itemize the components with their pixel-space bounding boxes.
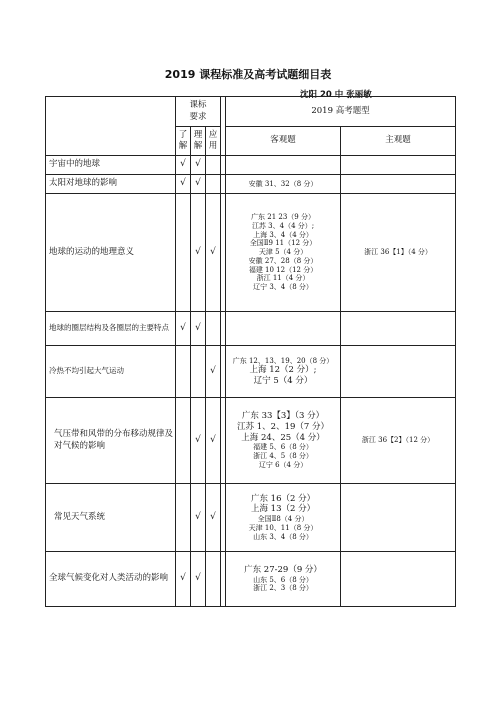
check-mark: √ bbox=[176, 156, 191, 175]
check-mark: √ bbox=[206, 346, 221, 398]
table-row bbox=[46, 398, 456, 484]
check-mark: √ bbox=[191, 312, 206, 346]
check-mark: √ bbox=[191, 175, 206, 194]
table-row bbox=[46, 312, 456, 346]
check-mark: √ bbox=[176, 312, 191, 346]
page-title: 2019 课程标准及高考试题细目表 bbox=[164, 68, 332, 81]
check-mark: √ bbox=[191, 156, 206, 175]
level-comprehend: 理解 bbox=[191, 127, 206, 156]
check-mark: √ bbox=[206, 484, 221, 552]
table-row bbox=[46, 484, 456, 552]
topic-cell: 地球的圈层结构及各圈层的主要特点 bbox=[46, 312, 176, 346]
subjective-cell: 浙江 36【1】（4 分） bbox=[341, 194, 456, 312]
objective-cell: 广东 21 23（9 分） 江苏 3、4（4 分）; 上海 3、4（4 分） 全国Ⅱ9 11（12 分） 天津 5（4 分） 安徽 27、28（8 分） 福建 10 12（12 分） 浙江 11（4 分） 辽宁 3、4（8 分） bbox=[226, 194, 341, 312]
table-row bbox=[46, 552, 456, 607]
check-mark: √ bbox=[191, 552, 206, 607]
check-mark: √ bbox=[191, 398, 206, 484]
curriculum-table bbox=[45, 96, 456, 607]
objective-cell: 广东 27-29（9 分） 山东 5、6（8 分） 浙江 2、3（8 分） bbox=[226, 552, 341, 607]
subjective-header: 主观题 bbox=[341, 127, 456, 156]
objective-cell: 广东 12、13、19、20（8 分） 上海 12（2 分）; 辽宁 5（4 分） bbox=[226, 346, 341, 398]
check-mark: √ bbox=[206, 398, 221, 484]
topic-header-cell bbox=[46, 97, 176, 156]
table-row bbox=[46, 346, 456, 398]
objective-cell: 广东 16（2 分） 上海 13（2 分） 全国Ⅱ8（4 分） 天津 10、11（8 分） 山东 3、4（8 分） bbox=[226, 484, 341, 552]
objective-cell: 安徽 31、32（8 分） bbox=[226, 175, 341, 194]
topic-cell: 地球的运动的地理意义 bbox=[46, 194, 176, 312]
check-mark: √ bbox=[191, 194, 206, 312]
check-mark: √ bbox=[176, 175, 191, 194]
subjective-cell: 浙江 36【2】（12 分） bbox=[341, 398, 456, 484]
topic-cell: 宇宙中的地球 bbox=[46, 156, 176, 175]
exam-header: 2019 高考题型 bbox=[226, 97, 456, 127]
objective-cell: 广东 33【3】（3 分） 江苏 1、2、19（7 分） 上海 24、25（4 分） 福建 5、6（8 分） 浙江 4、5（8 分） 辽宁 6（4 分） bbox=[226, 398, 341, 484]
topic-cell: 全球气候变化对人类活动的影响 bbox=[46, 552, 176, 607]
objective-header: 客观题 bbox=[226, 127, 341, 156]
topic-cell: 气压带和风带的分布移动规律及对气候的影响 bbox=[46, 398, 176, 484]
curriculum-header: 课标要求 bbox=[176, 97, 221, 127]
table-row bbox=[46, 156, 456, 175]
check-mark: √ bbox=[191, 484, 206, 552]
check-mark: √ bbox=[176, 552, 191, 607]
topic-cell: 太阳对地球的影响 bbox=[46, 175, 176, 194]
level-apply: 应用 bbox=[206, 127, 221, 156]
author-line: 沈阳 20 中 张丽敏 bbox=[300, 90, 372, 100]
table-row bbox=[46, 194, 456, 312]
level-understand: 了解 bbox=[176, 127, 191, 156]
topic-cell: 常见天气系统 bbox=[46, 484, 176, 552]
topic-cell: 冷热不均引起大气运动 bbox=[46, 346, 176, 398]
check-mark: √ bbox=[206, 194, 221, 312]
table-row bbox=[46, 175, 456, 194]
